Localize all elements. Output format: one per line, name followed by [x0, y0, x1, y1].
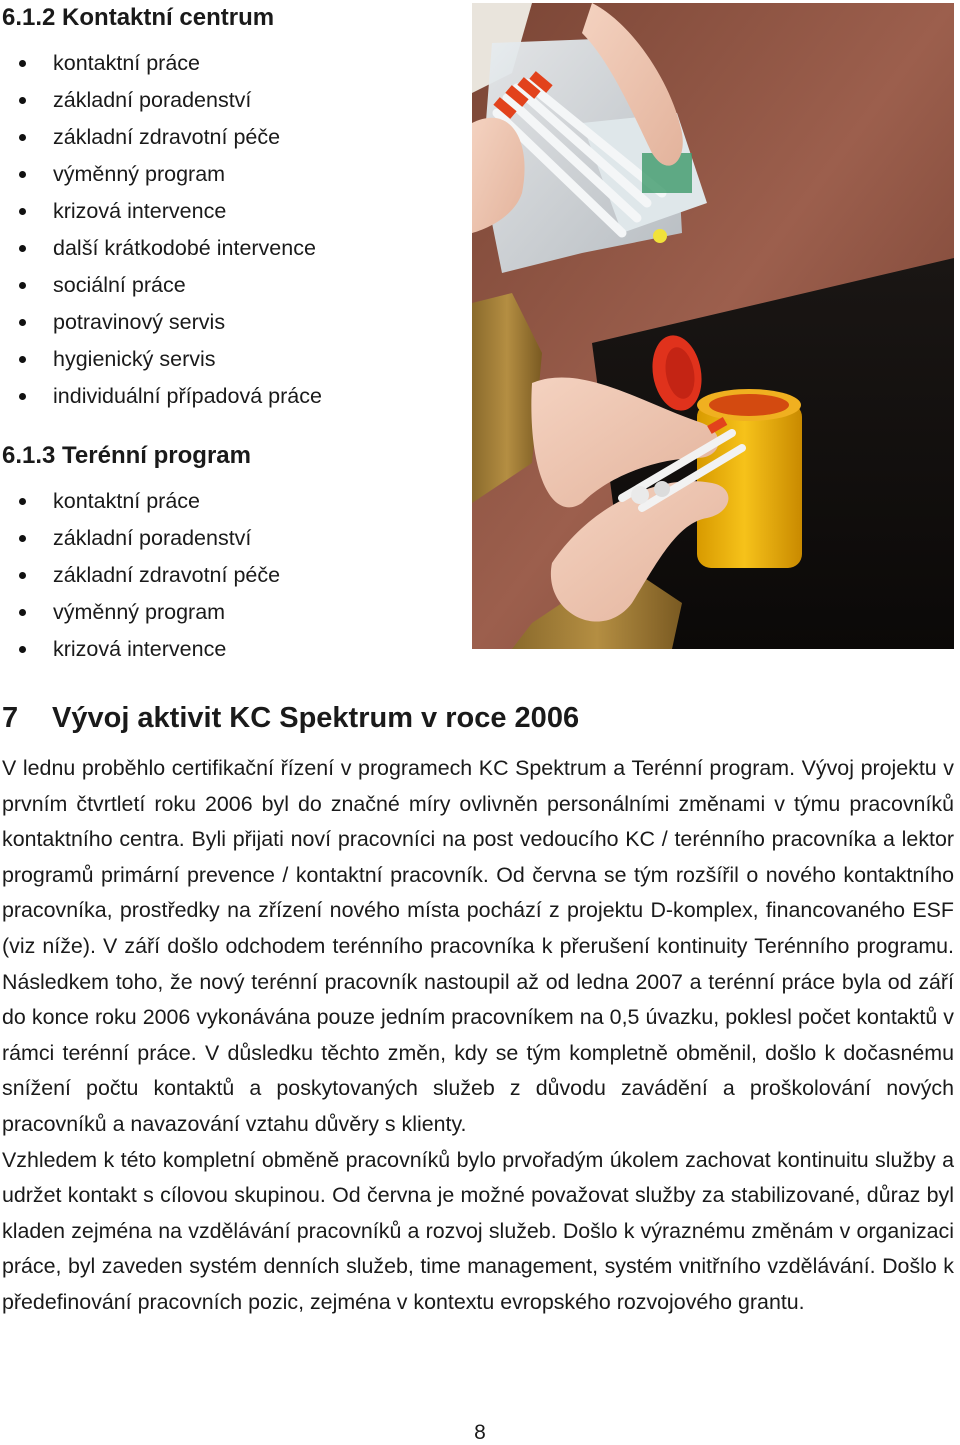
page-number: 8	[474, 1421, 486, 1444]
bullet-icon	[19, 498, 26, 505]
bullet-icon	[19, 319, 26, 326]
list-item: základní zdravotní péče	[0, 557, 280, 594]
paragraph: V lednu proběhlo certifikační řízení v programech KC Spektrum a Terénní program. Vývoj projektu v prvním čtvrtletí roku 2006 byl do značné míry ovlivněn personálními změnami v týmu pracovníků kontaktního centra. Byli přijati noví pracovníci na post vedoucího KC / terénního pracovníka a lektor programů primární prevence / kontaktní pracovník. Od června se tým rozšířil o nového kontaktního pracovníka, prostředky na zřízení nového místa pochází z projektu D-komplex, financovaného ESF (viz níže). V září došlo odchodem terénního pracovníka k přerušení kontinuity Terénního programu. Následkem toho, že nový terénní pracovník nastoupil až od ledna 2007 a terénní práce byla od září do konce roku 2006 vykonávána pouze jedním pracovníkem na 0,5 úvazku, poklesl počet kontaktů v rámci terénní práce. V důsledku těchto změn, kdy se tým kompletně obměnil, došlo k dočasnému snížení počtu kontaktů a poskytovaných služeb z důvodu zavádění a proškolování nových pracovníků a navazování vztahu důvěry s klienty.	[2, 756, 954, 1136]
paragraph: Vzhledem k této kompletní obměně pracovníků bylo prvořadým úkolem zachovat kontinuitu služby a udržet kontakt s cílovou skupinou. Od června je možné považovat služby za stabilizované, důraz byl kladen zejména na vzdělávání pracovníků a rozvoj služeb. Došlo k výraznému změnám v organizaci práce, byl zaveden systém denních služeb, time management, systém vnitřního vzdělávání. Došlo k předefinování pracovních pozic, zejména v kontextu evropského rozvojového grantu.	[2, 1147, 954, 1314]
list-item: krizová intervence	[0, 193, 322, 230]
section-contact-list	[0, 45, 322, 415]
bullet-icon	[19, 134, 26, 141]
bullet-icon	[19, 60, 26, 67]
list-item: základní zdravotní péče	[0, 119, 322, 156]
section-field-list	[0, 483, 280, 668]
chapter-title: Vývoj aktivit KC Spektrum v roce 2006	[52, 702, 580, 734]
list-item: hygienický servis	[0, 341, 322, 378]
list-item: základní poradenství	[0, 520, 280, 557]
bullet-icon	[19, 535, 26, 542]
bullet-icon	[19, 609, 26, 616]
section-contact-title: 6.1.2 Kontaktní centrum	[2, 4, 275, 31]
list-item: sociální práce	[0, 267, 322, 304]
chapter-heading	[2, 702, 579, 735]
chapter-number: 7	[2, 702, 19, 734]
list-item: krizová intervence	[0, 631, 280, 668]
section-field-title: 6.1.3 Terénní program	[2, 442, 251, 469]
bullet-icon	[19, 282, 26, 289]
bullet-icon	[19, 393, 26, 400]
list-item: kontaktní práce	[0, 483, 280, 520]
needle-exchange-photo	[472, 3, 954, 649]
list-item: potravinový servis	[0, 304, 322, 341]
bullet-icon	[19, 208, 26, 215]
bullet-icon	[19, 97, 26, 104]
bullet-icon	[19, 356, 26, 363]
list-item: výměnný program	[0, 156, 322, 193]
list-item: základní poradenství	[0, 82, 322, 119]
list-item: výměnný program	[0, 594, 280, 631]
list-item: kontaktní práce	[0, 45, 322, 82]
bullet-icon	[19, 171, 26, 178]
list-item: další krátkodobé intervence	[0, 230, 322, 267]
list-item: individuální případová práce	[0, 378, 322, 415]
chapter-body	[2, 751, 954, 1321]
bullet-icon	[19, 572, 26, 579]
bullet-icon	[19, 245, 26, 252]
bullet-icon	[19, 646, 26, 653]
